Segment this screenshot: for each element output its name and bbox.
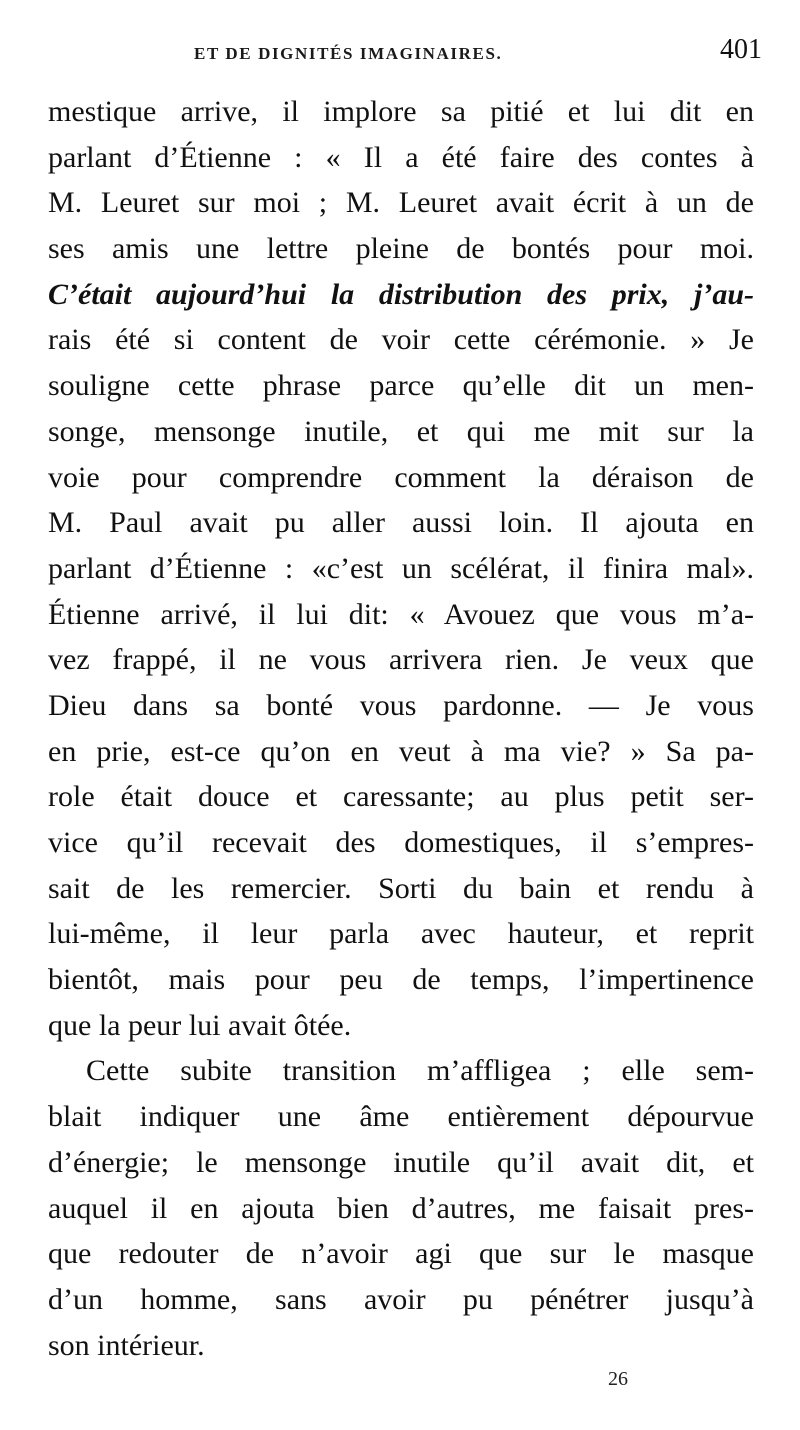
text-line: d’énergie; le mensonge inutile qu’il avait dit, et	[48, 1145, 754, 1179]
text-line: vice qu’il recevait des domestiques, il s’empres-	[48, 826, 754, 859]
paragraph-start-line: Cette subite transition m’affligea ; elle sem-	[86, 1054, 754, 1088]
text-line: Étienne arrivé, il lui dit: « Avouez que vous m’a-	[48, 597, 754, 631]
text-line: M. Leuret sur moi ; M. Leuret avait écrit à un de	[48, 186, 754, 220]
text-line: en prie, est-ce qu’on en veut à ma vie? » Sa pa-	[48, 734, 754, 768]
text-line: mestique arrive, il implore sa pitié et lui dit en	[48, 95, 754, 128]
running-title: ET DE DIGNITÉS IMAGINAIRES.	[194, 44, 503, 63]
text-line: role était douce et caressante; au plus petit ser-	[48, 780, 754, 814]
text-line: vez frappé, il ne vous arrivera rien. Je veux que	[48, 643, 754, 677]
emphasized-line: C’était aujourd’hui la distribution des prix, j’au-	[48, 277, 754, 311]
text-line: souligne cette phrase parce qu’elle dit un men-	[48, 369, 754, 403]
page-number: 401	[720, 34, 762, 65]
text-line: parlant d’Étienne : «c’est un scélérat, il finira mal».	[48, 551, 754, 585]
paragraph-end-line: que la peur lui avait ôtée.	[48, 1008, 352, 1042]
text-line: songe, mensonge inutile, et qui me mit sur la	[48, 414, 754, 448]
text-line: voie pour comprendre comment la déraison de	[48, 460, 754, 494]
text-line: rais été si content de voir cette cérémonie. » Je	[48, 323, 754, 357]
paragraph-end-line: son intérieur.	[48, 1328, 205, 1362]
running-head	[44, 34, 762, 78]
text-line: M. Paul avait pu aller aussi loin. Il ajouta en	[48, 506, 754, 540]
text-line: parlant d’Étienne : « Il a été faire des contes à	[48, 140, 754, 174]
text-line: Dieu dans sa bonté vous pardonne. — Je vous	[48, 688, 754, 722]
text-line: auquel il en ajouta bien d’autres, me faisait pres-	[48, 1191, 754, 1225]
body-text	[48, 89, 754, 1368]
text-line: d’un homme, sans avoir pu pénétrer jusqu’à	[48, 1282, 754, 1316]
text-line: sait de les remercier. Sorti du bain et rendu à	[48, 871, 754, 905]
text-line: lui-même, il leur parla avec hauteur, et reprit	[48, 917, 754, 951]
signature-mark: 26	[608, 1368, 628, 1390]
text-line: blait indiquer une âme entièrement dépourvue	[48, 1100, 754, 1134]
text-line: ses amis une lettre pleine de bontés pour moi.	[48, 232, 754, 266]
text-line: que redouter de n’avoir agi que sur le masque	[48, 1237, 754, 1271]
text-line: bientôt, mais pour peu de temps, l’impertinence	[48, 963, 754, 997]
